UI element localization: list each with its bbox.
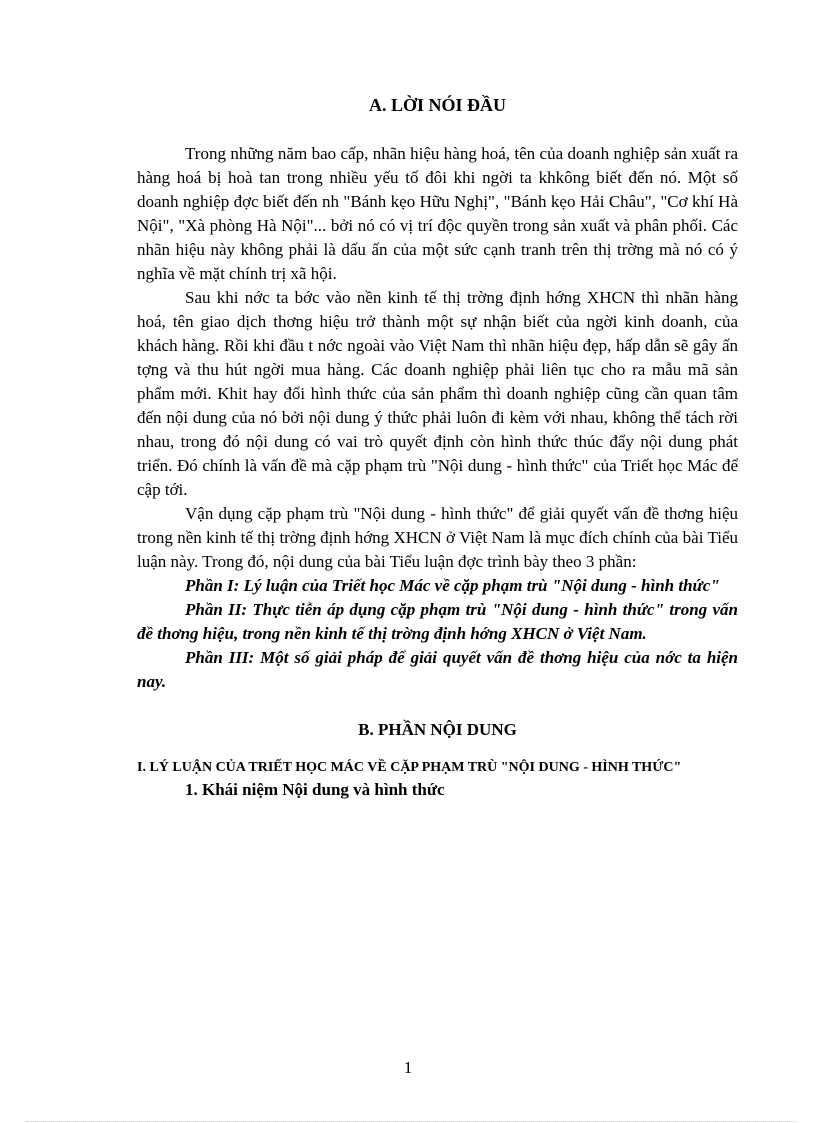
heading-content: B. PHẦN NỘI DUNG [358,720,517,739]
page-content [137,95,738,802]
part-3: Phần III: Một số giải pháp để giải quyết vấn đề thơng hiệu của nớc ta hiện nay. [137,648,738,691]
subsection-heading-1: 1. Khái niệm Nội dung và hình thức [185,780,445,799]
section-heading-1: I. LÝ LUẬN CỦA TRIẾT HỌC MÁC VỀ CẶP PHẠM TRÙ "NỘI DUNG - HÌNH THỨC" [137,760,682,775]
page-number: 1 [403,1058,413,1077]
paragraph-1: Trong những năm bao cấp, nhãn hiệu hàng hoá, tên của doanh nghiệp sản xuất ra hàng hoá bị hoà tan trong nhiều yếu tố đôi khi ngời ta khkông biết đến nó. Một số doanh nghiệp đợc biết đến nh "Bánh kẹo Hữu Nghị", "Bánh kẹo Hải Châu", "Cơ khí Hà Nội", "Xà phòng Hà Nội"... bởi nó có vị trí độc quyền trong sản xuất và phân phối. Các nhãn hiệu này không phải là dấu ấn của một sức cạnh tranh trên thị trờng mà nó có ý nghĩa về mặt chính trị xã hội. [137,144,738,283]
part-1: Phần I: Lý luận của Triết học Mác về cặp phạm trù "Nội dung - hình thức" [185,576,720,595]
heading-preface: A. LỜI NÓI ĐẦU [368,95,506,115]
page-bottom-divider [26,1121,796,1122]
paragraph-3: Vận dụng cặp phạm trù "Nội dung - hình thức" để giải quyết vấn đề thơng hiệu trong nền kinh tế thị trờng định hớng XHCN ở Việt Nam là mục đích chính của bài Tiểu luận này. Trong đó, nội dung của bài Tiểu luận đợc trình bày theo 3 phần: [137,504,738,571]
paragraph-2: Sau khi nớc ta bớc vào nền kinh tế thị trờng định hớng XHCN thì nhãn hàng hoá, tên giao dịch thơng hiệu trở thành một sự nhận biết của ngời kinh doanh, của khách hàng. Rồi khi đầu t nớc ngoài vào Việt Nam thì nhãn hiệu đẹp, hấp dẫn sẽ gây ấn tợng và thu hút ngời mua hàng. Các doanh nghiệp phải liên tục cho ra mẫu mã sản phẩm mới. Khit hay đổi hình thức của sản phẩm thì doanh nghiệp cũng cần quan tâm đến nội dung của nó bởi nội dung ý thức phải luôn đi kèm với nhau, không thể tách rời nhau, trong đó nội dung có vai trò quyết định còn hình thức thúc đẩy nội dung phát triển. Đó chính là vấn đề mà cặp phạm trù "Nội dung - hình thức" của Triết học Mác để cập tới. [137,288,738,499]
part-2: Phần II: Thực tiễn áp dụng cặp phạm trù "Nội dung - hình thức" trong vấn đề thơng hiệu, trong nền kinh tế thị trờng định hớng XHCN ở Việt Nam. [137,600,738,643]
